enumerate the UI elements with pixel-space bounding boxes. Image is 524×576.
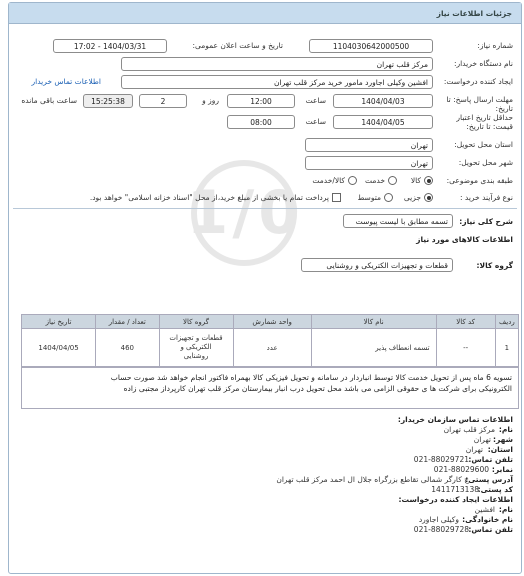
buyer-org-label: نام دستگاه خریدار: <box>453 59 513 68</box>
reply-time-label: ساعت <box>305 96 326 105</box>
validity-label-2: قیمت: تا تاریخ: <box>466 122 513 131</box>
payment-note: پرداخت تمام یا بخشی از مبلغ خرید،از محل "اسناد خزانه اسلامی" خواهد بود. <box>89 193 329 202</box>
process-option-medium: متوسط <box>357 193 381 202</box>
process-radio-medium[interactable] <box>384 193 393 202</box>
contact-name: مرکز قلب تهران <box>443 425 495 434</box>
creator-first-label: نام: <box>498 505 513 514</box>
validity-time-field: 08:00 <box>227 115 295 129</box>
col-unit: واحد شمارش <box>233 315 311 329</box>
contact-postal: 1411713138 <box>431 485 479 494</box>
remaining-label: ساعت باقی مانده <box>21 96 77 105</box>
category-radio-goods[interactable] <box>424 176 433 185</box>
contact-province: تهران <box>465 445 483 454</box>
buyer-org-field: مرکز قلب تهران <box>121 57 433 71</box>
contact-fax-label: نمابر: <box>491 465 513 474</box>
contact-address: خ کارگر شمالی تقاطع بزرگراه جلال ال احمد مرکز قلب تهران <box>276 475 469 484</box>
creator-phone: 021-88029728 <box>413 525 469 534</box>
summary-label: شرح کلی نیاز: <box>459 217 513 226</box>
goods-group-field: قطعات و تجهیزات الکتریکی و روشنایی <box>301 258 453 272</box>
goods-table <box>21 314 519 367</box>
col-code: کد کالا <box>436 315 495 329</box>
announce-field: 1404/03/31 - 17:02 <box>53 39 167 53</box>
cell-qty: 460 <box>96 329 159 367</box>
reply-deadline-label: مهلت ارسال پاسخ: تا تاریخ: <box>446 95 513 113</box>
days-label: روز و <box>202 96 219 105</box>
table-header-row <box>22 315 519 329</box>
contact-phone-label: تلفن تماس: <box>468 455 513 464</box>
col-qty: تعداد / مقدار <box>96 315 159 329</box>
creator-last: وکیلی اجاورد <box>418 515 459 524</box>
goods-group-label: گروه کالا: <box>476 261 513 270</box>
validity-label-1: حداقل تاریخ اعتبار <box>456 113 513 122</box>
payment-checkbox[interactable] <box>332 193 341 202</box>
cell-group <box>159 329 233 367</box>
contact-province-label: استان: <box>487 445 513 454</box>
creator-phone-label: تلفن تماس: <box>468 525 513 534</box>
province-label: استان محل تحویل: <box>454 140 513 149</box>
cell-group-line-3: روشنایی <box>183 352 209 360</box>
cell-unit: عدد <box>233 329 311 367</box>
need-number-label: شماره نیاز: <box>477 41 513 50</box>
cell-group-line-1: قطعات و تجهیزات <box>169 334 223 342</box>
category-radio-service[interactable] <box>388 176 397 185</box>
creator-label: ایجاد کننده درخواست: <box>443 77 513 86</box>
cell-row: 1 <box>495 329 518 367</box>
col-row: ردیف <box>495 315 518 329</box>
contact-city: تهران <box>473 435 491 444</box>
watermark-logo <box>184 153 424 273</box>
reply-date-field: 1404/04/03 <box>333 94 433 108</box>
reply-time-field: 12:00 <box>227 94 295 108</box>
divider <box>13 208 517 209</box>
process-option-minor: جزیی <box>403 193 421 202</box>
contact-fax: 021-88029600 <box>433 465 489 474</box>
announce-label: تاریخ و ساعت اعلان عمومی: <box>192 41 283 50</box>
cell-code: -- <box>436 329 495 367</box>
cell-group-line-2: الکتریکی و <box>180 343 212 351</box>
contact-title: اطلاعات تماس سازمان خریدار: <box>397 415 513 424</box>
table-row <box>22 329 519 367</box>
category-radio-both[interactable] <box>348 176 357 185</box>
contact-address-label: آدرس پستی: <box>465 475 513 484</box>
contact-postal-label: کد پستی: <box>477 485 513 494</box>
summary-field: تسمه مطابق با لیست پیوست <box>343 214 453 228</box>
goods-section-title: اطلاعات کالاهای مورد نیاز <box>416 235 513 244</box>
contact-city-label: شهر: <box>493 435 513 444</box>
col-group: گروه کالا <box>159 315 233 329</box>
panel-title: جزئیات اطلاعات نیاز <box>436 9 512 18</box>
note-line-1: تسویه 6 ماه پس از تحویل خدمت کالا توسط انباردار در سامانه و تحویل فیزیکی کالا بهمراه فاکتور انجام خواهد شد صورت حساب <box>110 373 512 382</box>
creator-field: افشین وکیلی اجاورد مامور خرید مرکز قلب تهران <box>121 75 433 89</box>
category-label: طبقه بندی موضوعی: <box>446 176 513 185</box>
cell-date: 1404/04/05 <box>22 329 96 367</box>
col-date: تاریخ نیاز <box>22 315 96 329</box>
contact-name-label: نام: <box>498 425 513 434</box>
buyer-contact-link[interactable]: اطلاعات تماس خریدار <box>31 77 101 86</box>
category-option-both: کالا/خدمت <box>312 176 345 185</box>
svg-text:01/0: 1/0 <box>186 178 304 248</box>
process-radio-minor[interactable] <box>424 193 433 202</box>
creator-info-title: اطلاعات ایجاد کننده درخواست: <box>398 495 513 504</box>
cell-name: تسمه انعطاف پذیر <box>311 329 436 367</box>
city-field: تهران <box>305 156 433 170</box>
creator-last-label: نام خانوادگی: <box>462 515 513 524</box>
need-number-field: 1104030642000500 <box>309 39 433 53</box>
details-panel <box>8 2 522 574</box>
creator-first: افشین <box>474 505 495 514</box>
province-field: تهران <box>305 138 433 152</box>
contact-phone: 021-88029721 <box>413 455 469 464</box>
panel-header <box>9 3 521 24</box>
days-field: 2 <box>139 94 187 108</box>
note-line-2: الکترونیکی برای شرکت ها ی حقوقی الزامی می باشد محل تحویل درب انبار بیمارستان مرکز قلب تهران کارپرداز مجتبی زاده <box>123 384 512 393</box>
buyer-note <box>21 367 519 409</box>
remaining-time-field: 15:25:38 <box>83 94 133 108</box>
validity-date-field: 1404/04/05 <box>333 115 433 129</box>
process-label: نوع فرآیند خرید : <box>459 193 513 202</box>
city-label: شهر محل تحویل: <box>458 158 513 167</box>
col-name: نام کالا <box>311 315 436 329</box>
validity-time-label: ساعت <box>305 117 326 126</box>
category-option-goods: کالا <box>410 176 421 185</box>
category-option-service: خدمت <box>365 176 385 185</box>
